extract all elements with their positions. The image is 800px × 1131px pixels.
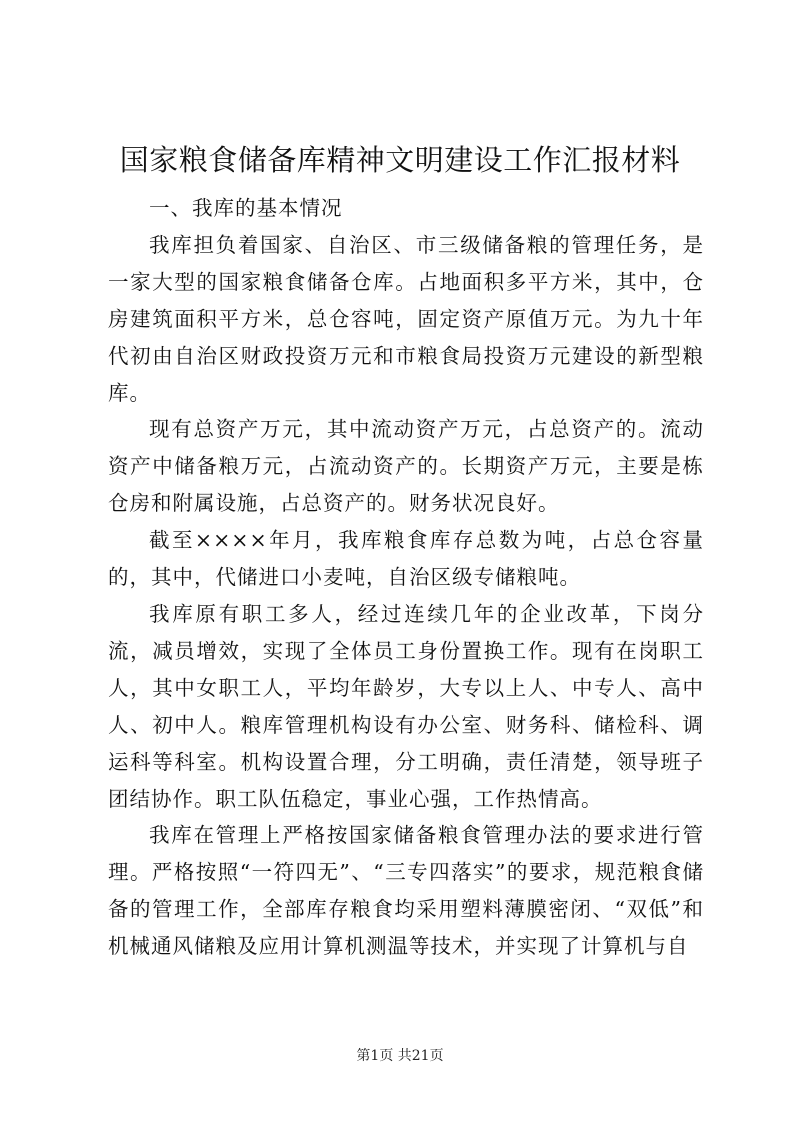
section-heading: 一、我库的基本情况 (149, 196, 343, 220)
paragraph: 现有总资产万元，其中流动资产万元，占总资产的。流动资产中储备粮万元，占流动资产的。长期资产万元，主要是栋仓房和附属设施，占总资产的。财务状况良好。 (108, 417, 704, 516)
paragraph: 我库原有职工多人，经过连续几年的企业改革，下岗分流，减员增效，实现了全体员工身份置换工作。现有在岗职工人，其中女职工人，平均年龄岁，大专以上人、中专人、高中人、初中人。粮库管理机构设有办公室、财务科、储检科、调运科等科室。机构设置合理，分工明确，责任清楚，领导班子团结协作。职工队伍稳定，事业心强，工作热情高。 (108, 601, 704, 811)
page-footer: 第1页 共21页 (356, 1048, 444, 1064)
document-body (108, 190, 704, 965)
paragraph: 我库在管理上严格按国家储备粮食管理办法的要求进行管理。严格按照“一符四无”、“三专四落实”的要求，规范粮食储备的管理工作，全部库存粮食均采用塑料薄膜密闭、“双低”和机械通风储粮及应用计算机测温等技术，并实现了计算机与自 (108, 823, 704, 959)
paragraph: 截至××××年月，我库粮食库存总数为吨，占总仓容量的，其中，代储进口小麦吨，自治区级专储粮吨。 (108, 528, 704, 590)
paragraph: 我库担负着国家、自治区、市三级储备粮的管理任务，是一家大型的国家粮食储备仓库。占地面积多平方米，其中，仓房建筑面积平方米，总仓容吨，固定资产原值万元。为九十年代初由自治区财政投资万元和市粮食局投资万元建设的新型粮库。 (108, 232, 704, 405)
document-title: 国家粮食储备库精神文明建设工作汇报材料 (119, 143, 681, 177)
